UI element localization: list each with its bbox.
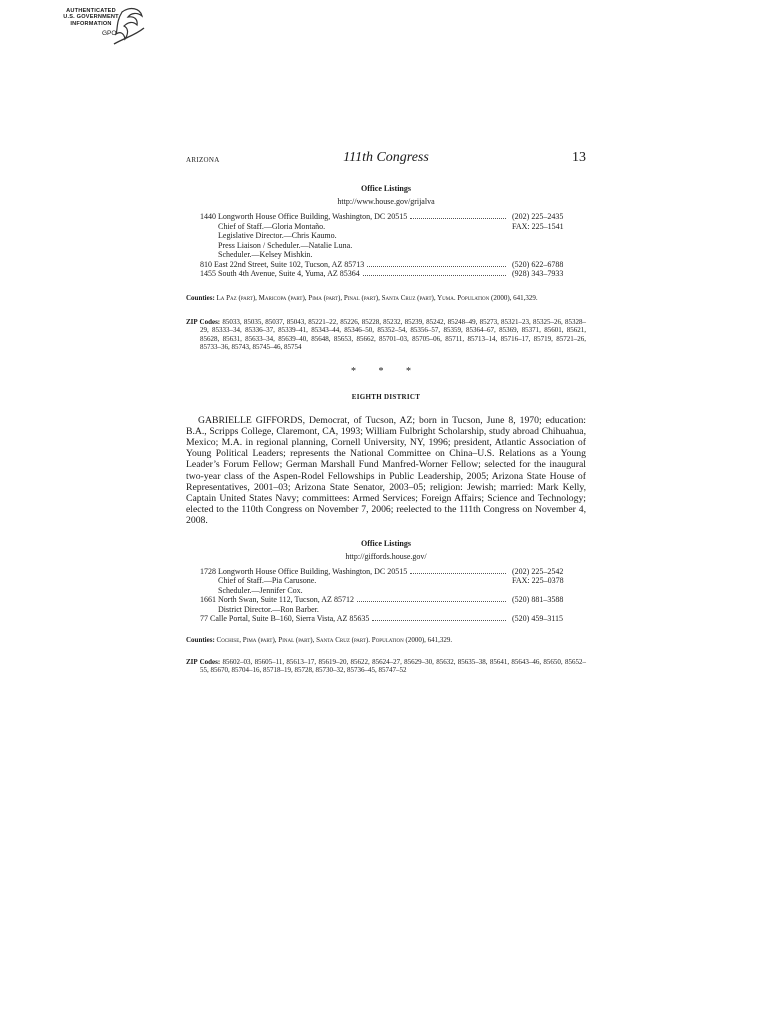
office-address: 1728 Longworth House Office Building, Washington, DC 20515	[200, 566, 408, 576]
office-row	[186, 260, 586, 270]
gpo-mark: GPO	[102, 30, 117, 37]
office-listings	[186, 212, 586, 279]
staff-entry: Legislative Director.—Chris Kaumo.	[218, 231, 337, 240]
office-address: 1661 North Swan, Suite 112, Tucson, AZ 85712	[200, 595, 354, 605]
gpo-authenticated-logo	[62, 6, 146, 48]
staff-row	[186, 586, 586, 596]
staff-row	[186, 241, 586, 251]
dot-leader	[410, 573, 506, 574]
office-row	[186, 595, 586, 605]
staff-entry: Chief of Staff.—Pia Carusone.	[218, 576, 317, 586]
counties-label: Counties:	[186, 635, 215, 644]
office-listings	[186, 567, 586, 624]
office-address: 77 Calle Portal, Suite B–160, Sierra Vista, AZ 85635	[200, 614, 370, 624]
office-address: 810 East 22nd Street, Suite 102, Tucson, AZ 85713	[200, 259, 365, 269]
counties-paragraph	[186, 294, 586, 302]
state-name: ARIZONA	[186, 156, 220, 164]
staff-row	[186, 605, 586, 615]
staff-row	[186, 231, 586, 241]
counties-paragraph	[186, 636, 586, 644]
office-phone: (520) 881–3588	[512, 595, 564, 605]
zip-codes-paragraph	[186, 318, 586, 352]
office-address: 1440 Longworth House Office Building, Washington, DC 20515	[200, 212, 408, 221]
staff-entry: Scheduler.—Kelsey Mishkin.	[218, 250, 313, 259]
member-biography: GABRIELLE GIFFORDS, Democrat, of Tucson, AZ; born in Tucson, June 8, 1970; education: B.A., Scripps College, Claremont, CA, 1993; William Fulbright Scholarship, study abroad Chihuahua, Mexico; M.A. in regional planning, Cornell University, NY, 1996; president, Atlantic Association of Young Political Leaders; represents the National Committee on China–U.S. Relations as a Young Leader’s Forum Fellow; German Marshall Fund Manfred-Worner Fellow; selected for the inaugural two-year class of the Aspen-Rodel Fellowships in Public Leadership, 2005; Arizona State House of Representatives, 2001–03; Arizona State Senator, 2003–05; religion: Jewish; married: Mark Kelly, Captain United States Navy; committees: Armed Services; Foreign Affairs; Science and Technology; elected to the 110th Congress on November 7, 2006; reelected to the 111th Congress on November 4, 2008.	[186, 414, 586, 527]
dot-leader	[363, 275, 506, 276]
zip-codes-label: ZIP Codes:	[186, 657, 221, 666]
office-phone: (520) 459–3115	[512, 614, 564, 624]
counties-text: Cochise, Pima (part), Pinal (part), Santa Cruz (part). Population (2000), 641,329.	[216, 635, 453, 644]
office-fax: FAX: 225–1541	[512, 221, 564, 231]
office-row	[186, 212, 586, 222]
running-head	[186, 150, 586, 170]
dot-leader	[357, 601, 506, 602]
counties-label: Counties:	[186, 293, 215, 302]
section-separator: * * *	[351, 365, 421, 377]
office-listings-heading: Office Listings	[361, 538, 411, 548]
document-page	[186, 150, 586, 675]
office-listings-heading: Office Listings	[361, 184, 411, 193]
zip-codes-text: 85033, 85035, 85037, 85043, 85221–22, 85226, 85228, 85232, 85239, 85242, 85248–49, 85273, 85321–23, 85325–26, 85328–29, 85333–34, 85336–37, 85339–41, 85343–44, 85346–50, 85352–54, 85356–57, 85359, 85364–67, 85369, 85371, 85601, 85621, 85628, 85631, 85633–34, 85639–40, 85648, 85653, 85662, 85701–03, 85705–06, 85711, 85713–14, 85716–17, 85719, 85721–26, 85733–36, 85743, 85745–46, 85754	[200, 317, 587, 352]
office-row	[186, 567, 586, 577]
gpo-logo-line: INFORMATION	[70, 20, 112, 27]
office-row	[186, 269, 586, 279]
staff-entry: Press Liaison / Scheduler.—Natalie Luna.	[218, 240, 353, 250]
website-url: http://www.house.gov/grijalva	[337, 197, 435, 206]
office-phone: (520) 622–6788	[512, 259, 564, 269]
eagle-swoosh-icon	[104, 6, 148, 48]
staff-row	[186, 576, 586, 586]
zip-codes-label: ZIP Codes:	[186, 317, 221, 326]
dot-leader	[372, 620, 506, 621]
office-phone: (202) 225–2542	[512, 566, 564, 576]
zip-codes-paragraph	[186, 658, 586, 675]
counties-text: La Paz (part), Maricopa (part), Pima (part), Pinal (part), Santa Cruz (part), Yuma. Population (2000), 641,329.	[216, 293, 538, 302]
dot-leader	[410, 218, 506, 219]
district-heading: EIGHTH DISTRICT	[351, 392, 421, 401]
staff-entry: District Director.—Ron Barber.	[218, 604, 319, 614]
staff-row	[186, 222, 586, 232]
staff-entry: Scheduler.—Jennifer Cox.	[218, 585, 303, 595]
office-fax: FAX: 225–0378	[512, 576, 564, 586]
office-phone: (202) 225–2435	[512, 212, 564, 221]
office-address: 1455 South 4th Avenue, Suite 4, Yuma, AZ 85364	[200, 269, 360, 278]
zip-codes-text: 85602–03, 85605–11, 85613–17, 85619–20, 85622, 85624–27, 85629–30, 85632, 85635–38, 85641, 85643–46, 85650, 85652–55, 85670, 85704–16, 85718–19, 85728, 85730–32, 85736–45, 85747–52	[200, 657, 586, 675]
office-phone: (928) 343–7933	[512, 269, 564, 278]
congress-title: 111th Congress	[343, 150, 429, 165]
office-row	[186, 614, 586, 624]
website-url: http://giffords.house.gov/	[345, 551, 427, 561]
staff-row	[186, 250, 586, 260]
staff-entry: Chief of Staff.—Gloria Montaño.	[218, 221, 326, 231]
gpo-logo-line: U.S. GOVERNMENT	[63, 14, 119, 21]
gpo-logo-line: AUTHENTICATED	[66, 8, 116, 14]
dot-leader	[367, 266, 506, 267]
page-number: 13	[572, 150, 586, 165]
